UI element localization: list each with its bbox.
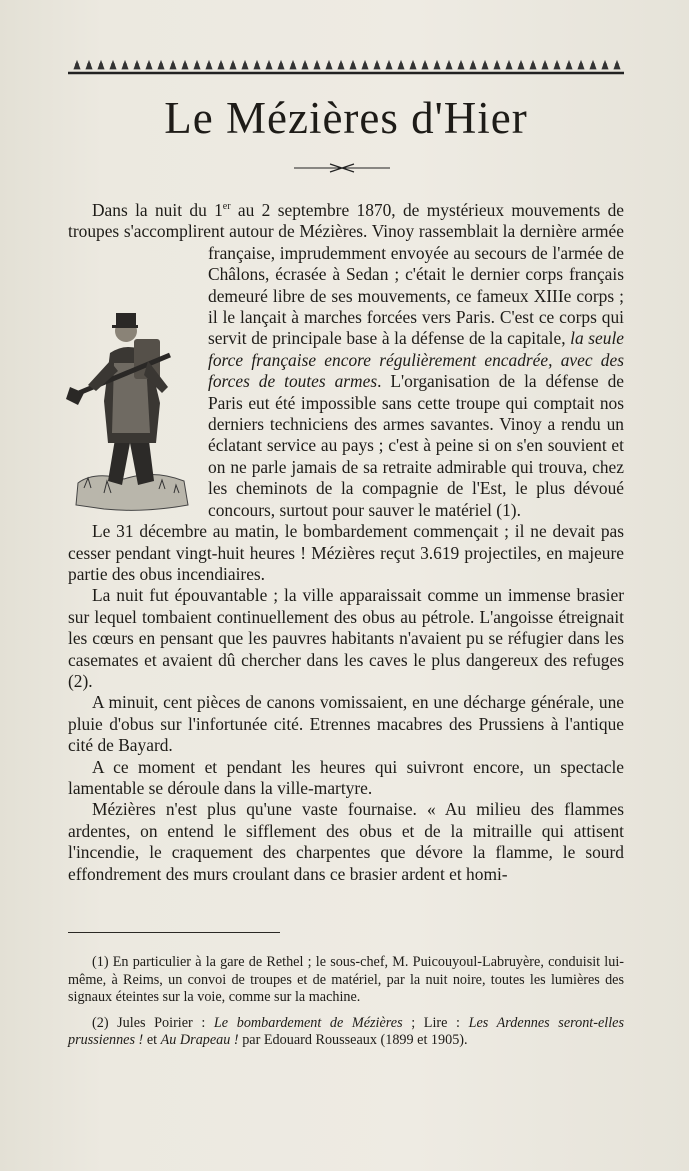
- paragraph-4: A minuit, cent pièces de canons vomissaient, en une décharge générale, une pluie d'obus sur l'infortunée cité. Etrennes macabres des Prussiens à l'antique cité de Bayard.: [68, 692, 624, 756]
- decorative-border: [68, 36, 624, 76]
- paragraph-3: La nuit fut épouvantable ; la ville apparaissait comme un immense brasier sur lequel tombaient continuellement des obus au pétrole. L'angoisse étreignait les cœurs en pensant que les pauvres habitants n'avaient pu se réfugier dans les casemates et avaient dû chercher dans les caves le plus dangereux des refuges (2).: [68, 585, 624, 691]
- footnotes: [68, 954, 624, 1058]
- soldier-illustration: [64, 283, 200, 514]
- paragraph-2: Le 31 décembre au matin, le bombardement commençait ; il ne devait pas cesser pendant vingt-huit heures ! Mézières reçut 3.619 projectiles, en majeure partie des obus incendiaires.: [68, 521, 624, 584]
- main-text: [68, 200, 624, 885]
- footnote-rule: [68, 932, 280, 933]
- page-title: Le Mézières d'Hier: [164, 93, 528, 143]
- ornament-rule: [292, 160, 392, 176]
- footnote-2: (2) Jules Poirier : Le bombardement de Mézières ; Lire : Les Ardennes seront-elles prussiennes ! et Au Drapeau ! par Edouard Rousseaux (1899 et 1905).: [68, 1014, 624, 1049]
- paragraph-1: Dans la nuit du 1er au 2 septembre 1870, de mystérieux mouvements de troupes s'accomplirent autour de Mézières. Vinoy rassemblait la dernière armée française, imprudemment envoyée au secours de l'armée de Châlons, écrasée à Sedan ; c'était le dernier corps français demeuré libre de ses mouvements, ce fameux XIIIe corps ; il le lançait à marches forcées vers Paris. C'est ce corps qui servit de principale base à la défense de la capitale, la seule force française encore régulièrement encadrée, avec des forces de toutes armes. L'organisation de la défense de Paris eut été impossible sans cette troupe qui comptait nos derniers techniciens des armes savantes. Vinoy a rendu un éclatant service au pays ; c'est à peine si on s'en souvient et on ne parle jamais de sa retraite admirable qui trouva, chez les cheminots de la compagnie de l'Est, le plus dévoué concours, surtout pour sauver le matériel (1).: [68, 200, 624, 521]
- paragraph-5: A ce moment et pendant les heures qui suivront encore, un spectacle lamentable se déroule dans la ville-martyre.: [68, 756, 624, 798]
- footnote-1: (1) En particulier à la gare de Rethel ; le sous-chef, M. Puicouyoul-Labruyère, conduisit lui-même, à Reims, un convoi de troupes et de matériel, par la nuit noire, toutes les lumières des signaux éteintes sur la voie, comme sur la machine.: [68, 954, 624, 1006]
- paragraph-6: Mézières n'est plus qu'une vaste fournaise. « Au milieu des flammes ardentes, on entend le sifflement des obus et de la mitraille qui attisent l'incendie, le craquement des charpentes que dévore la flamme, le sourd effondrement des murs croulant dans ce brasier ardent et homi-: [68, 799, 624, 884]
